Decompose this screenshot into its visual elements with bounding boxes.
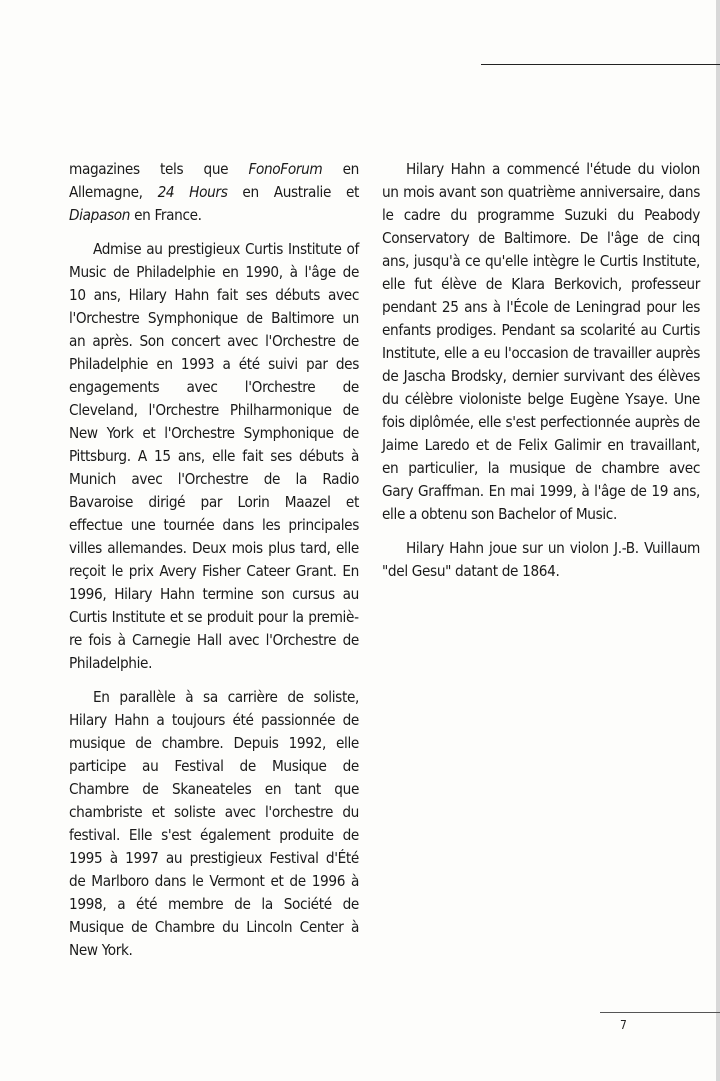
right-paragraph-1: Hilary Hahn a commencé l'étude du violon un mois avant son quatrième anniversaire, dans le cadre du programme Suzuki du Peabody Conservatory de Baltimore. De l'âge de cinq ans, jusqu'à ce qu'elle intègre le Curtis Institute, elle fut élève de Klara Berkovich, professeur pendant 25 ans à l'École de Leningrad pour les enfants prodiges. Pendant sa scolarité au Curtis Institute, elle a eu l'occasion de travailler auprès de Jascha Brodsky, dernier survivant des élèves du célèbre violoniste belge Eugène Ysaye. Une fois diplômée, elle s'est perfectionnée auprès de Jaime Laredo et de Felix Galimir en travaillant, en particulier, la musique de chambre avec Gary Graffman. En mai 1999, à l'âge de 19 ans, elle a obtenu son Bachelor of Music. [382,160,700,523]
header-rule [481,64,720,65]
left-paragraph-1 [69,158,359,227]
right-text-column [382,158,700,594]
page-edge-shadow [716,0,720,1081]
left-text-column [69,158,359,973]
magazine-title: 24 Hours [157,183,228,201]
left-paragraph-3: En parallèle à sa carrière de soliste, Hilary Hahn a toujours été passionnée de musique de chambre. Depuis 1992, elle participe au Festival de Musique de Chambre de Skaneateles en tant que chambriste et soliste avec l'orchestre du festival. Elle s'est également produite de 1995 à 1997 au prestigieux Festival d'Été de Marlboro dans le Vermont et de 1996 à 1998, a été membre de la Société de Musique de Chambre du Lincoln Center à New York. [69,688,359,959]
page-number: 7 [620,1018,627,1032]
magazine-title: FonoForum [248,160,323,178]
right-paragraph-2: Hilary Hahn joue sur un violon J.-B. Vuillaum "del Gesu" datant de 1864. [382,539,700,580]
text-run: en Australie et [227,183,360,201]
magazine-title: Diapason [69,206,131,224]
text-run: magazines tels que [69,160,249,178]
footer-rule [600,1012,720,1013]
text-run: en Allemagne, [69,160,359,201]
left-paragraph-2: Admise au prestigieux Curtis Institute of Music de Philadelphie en 1990, à l'âge de 10 ans, Hilary Hahn fait ses débuts avec l'Orchestre Symphonique de Baltimore un an après. Son concert avec l'Orchestre de Philadelphie en 1993 a été suivi par des engagements avec l'Orchestre de Cleveland, l'Orchestre Philharmonique de New York et l'Orchestre Symphonique de Pittsburg. A 15 ans, elle fait ses débuts à Munich avec l'Orchestre de la Radio Bavaroise dirigé par Lorin Maazel et effectue une tournée dans les principales villes allemandes. Deux mois plus tard, elle reçoit le prix Avery Fisher Cateer Grant. En 1996, Hilary Hahn termine son cursus au Curtis Institute et se produit pour la première fois à Carnegie Hall avec l'Orchestre de Philadelphie. [69,240,359,672]
text-run: en France. [130,206,202,224]
